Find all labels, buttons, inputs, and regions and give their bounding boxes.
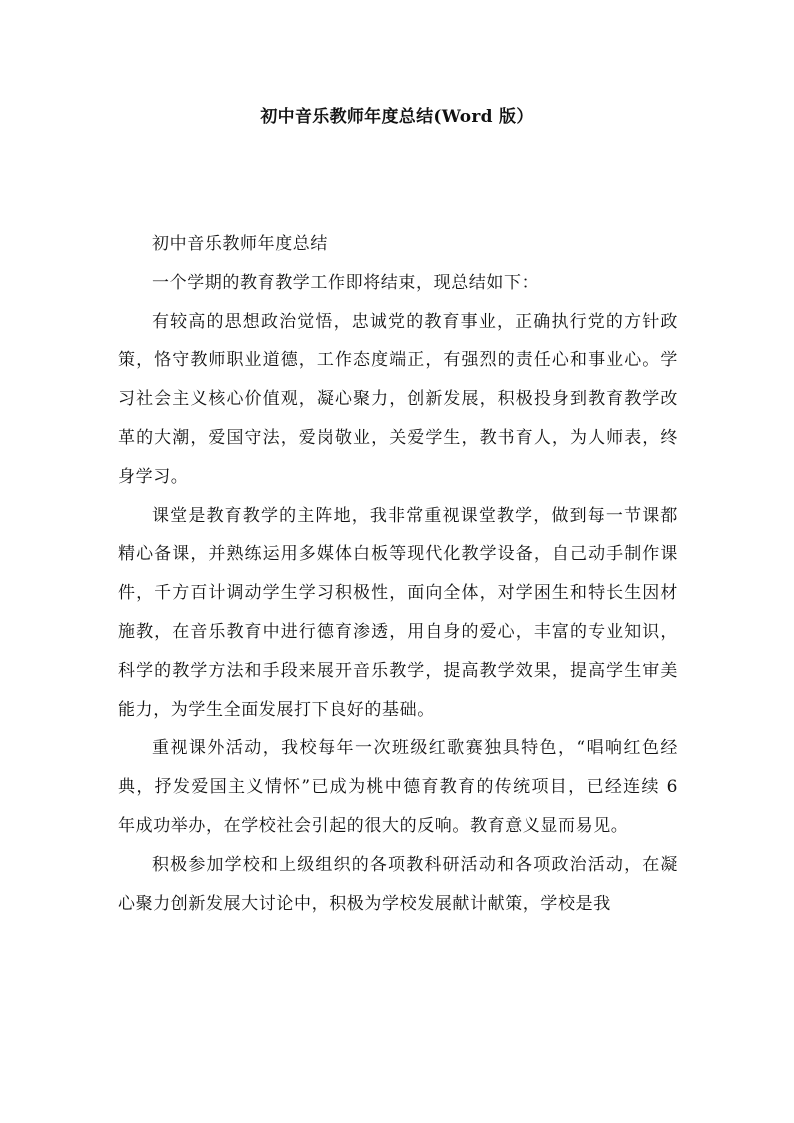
paragraph-activities: 重视课外活动，我校每年一次班级红歌赛独具特色，“唱响红色经典，抒发爱国主义情怀”已成为桃中德育教育的传统项目，已经连续 6 年成功举办，在学校社会引起的很大的反响。教育意义显而易见。 (118, 738, 678, 836)
paragraph-political: 有较高的思想政治觉悟，忠诚党的教育事业，正确执行党的方针政策，恪守教师职业道德，工作态度端正，有强烈的责任心和事业心。学习社会主义核心价值观，凝心聚力，创新发展，积极投身到教育教学改革的大潮，爱国守法，爱岗敬业，关爱学生，教书育人，为人师表，终身学习。 (118, 311, 678, 487)
document-title: 初中音乐教师年度总结(Word 版） (260, 107, 534, 127)
paragraph-research: 积极参加学校和上级组织的各项教科研活动和各项政治活动，在凝心聚力创新发展大讨论中，积极为学校发展献计献策，学校是我 (118, 854, 678, 914)
paragraph-intro: 一个学期的教育教学工作即将结束，现总结如下： (152, 272, 540, 293)
document-body (118, 225, 678, 923)
paragraph-heading: 初中音乐教师年度总结 (152, 234, 328, 254)
paragraph-classroom: 课堂是教育教学的主阵地，我非常重视课堂教学，做到每一节课都精心备课，并熟练运用多媒体白板等现代化教学设备，自己动手制作课件，千方百计调动学生学习积极性，面向全体，对学困生和特长生因材施教，在音乐教育中进行德育渗透，用自身的爱心，丰富的专业知识，科学的教学方法和手段来展开音乐教学，提高教学效果，提高学生审美能力，为学生全面发展打下良好的基础。 (118, 505, 678, 720)
